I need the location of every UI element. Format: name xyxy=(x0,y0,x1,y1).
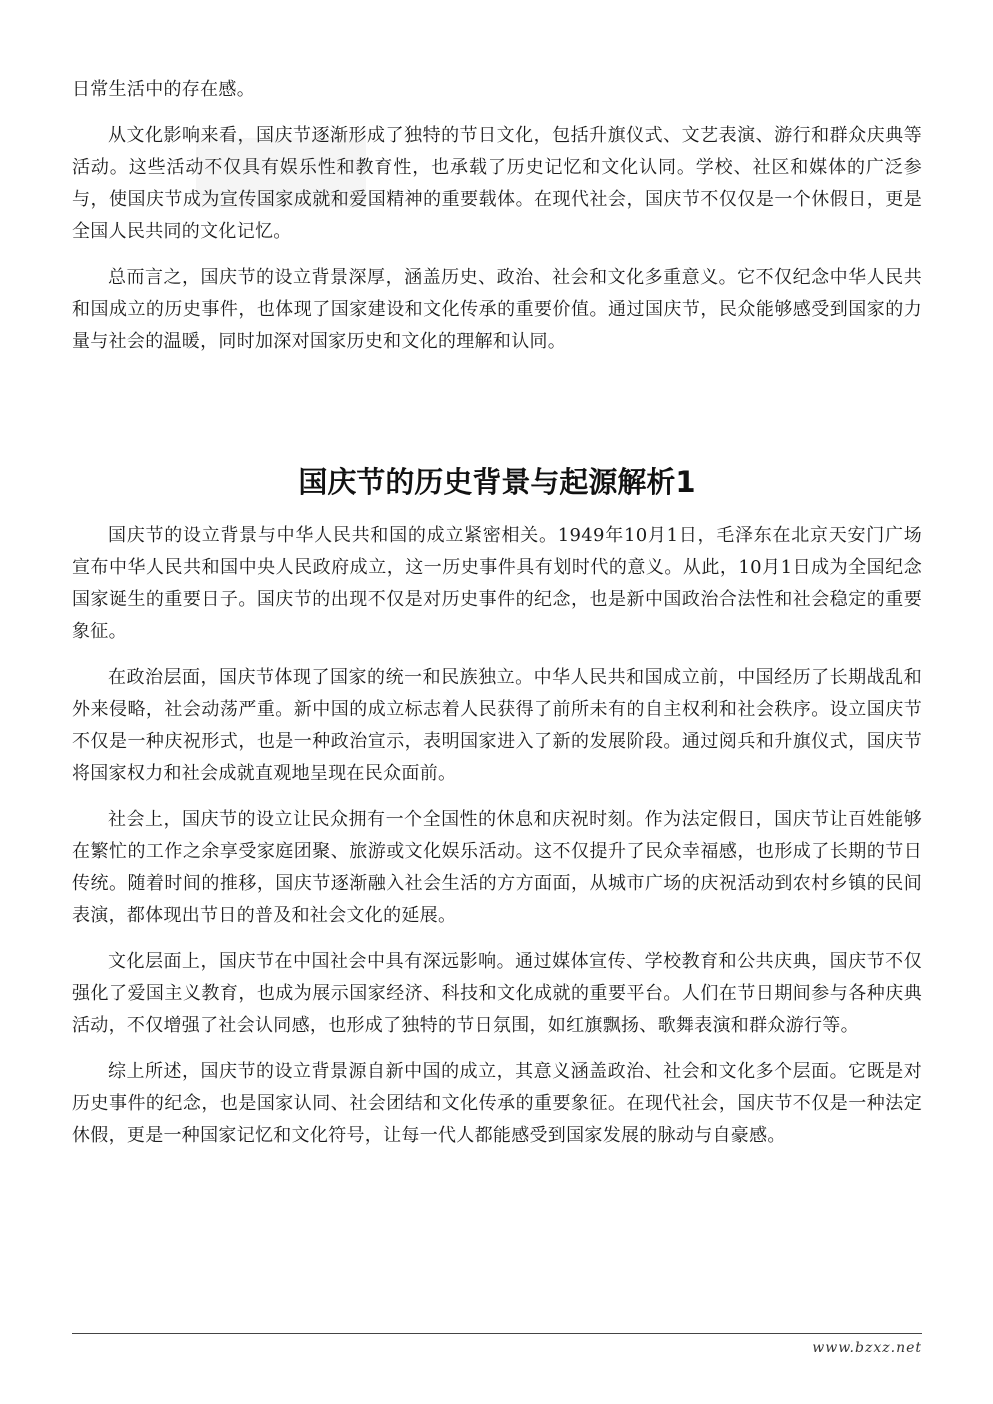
paragraph-cultural-influence: 从文化影响来看，国庆节逐渐形成了独特的节日文化，包括升旗仪式、文艺表演、游行和群众庆典等活动。这些活动不仅具有娱乐性和教育性，也承载了历史记忆和文化认同。学校、社区和媒体的广泛参与，使国庆节成为宣传国家成就和爱国精神的重要载体。在现代社会，国庆节不仅仅是一个休假日，更是全国人民共同的文化记忆。 xyxy=(72,125,922,242)
article-body xyxy=(72,520,922,1166)
footer-divider xyxy=(72,1333,922,1334)
paragraph-political: 在政治层面，国庆节体现了国家的统一和民族独立。中华人民共和国成立前，中国经历了长期战乱和外来侵略，社会动荡严重。新中国的成立标志着人民获得了前所未有的自主权利和社会秩序。设立国庆节不仅是一种庆祝形式，也是一种政治宣示，表明国家进入了新的发展阶段。通过阅兵和升旗仪式，国庆节将国家权力和社会成就直观地呈现在民众面前。 xyxy=(72,667,922,784)
top-section xyxy=(72,74,922,372)
paragraph-summary: 总而言之，国庆节的设立背景深厚，涵盖历史、政治、社会和文化多重意义。它不仅纪念中华人民共和国成立的历史事件，也体现了国家建设和文化传承的重要价值。通过国庆节，民众能够感受到国家的力量与社会的温暖，同时加深对国家历史和文化的理解和认同。 xyxy=(72,267,922,352)
paragraph-continuation: 日常生活中的存在感。 xyxy=(72,79,255,100)
article-header xyxy=(72,460,922,501)
article-title: 国庆节的历史背景与起源解析1 xyxy=(298,465,696,499)
paragraph-social: 社会上，国庆节的设立让民众拥有一个全国性的休息和庆祝时刻。作为法定假日，国庆节让百姓能够在繁忙的工作之余享受家庭团聚、旅游或文化娱乐活动。这不仅提升了民众幸福感，也形成了长期的节日传统。随着时间的推移，国庆节逐渐融入社会生活的方方面面，从城市广场的庆祝活动到农村乡镇的民间表演，都体现出节日的普及和社会文化的延展。 xyxy=(72,809,922,926)
paragraph-cultural: 文化层面上，国庆节在中国社会中具有深远影响。通过媒体宣传、学校教育和公共庆典，国庆节不仅强化了爱国主义教育，也成为展示国家经济、科技和文化成就的重要平台。人们在节日期间参与各种庆典活动，不仅增强了社会认同感，也形成了独特的节日氛围，如红旗飘扬、歌舞表演和群众游行等。 xyxy=(72,951,922,1036)
paragraph-background: 国庆节的设立背景与中华人民共和国的成立紧密相关。1949年10月1日，毛泽东在北京天安门广场宣布中华人民共和国中央人民政府成立，这一历史事件具有划时代的意义。从此，10月1日成为全国纪念国家诞生的重要日子。国庆节的出现不仅是对历史事件的纪念，也是新中国政治合法性和社会稳定的重要象征。 xyxy=(72,525,922,642)
footer-site-url: www.bzxz.net xyxy=(812,1340,922,1356)
paragraph-conclusion: 综上所述，国庆节的设立背景源自新中国的成立，其意义涵盖政治、社会和文化多个层面。它既是对历史事件的纪念，也是国家认同、社会团结和文化传承的重要象征。在现代社会，国庆节不仅是一种法定休假，更是一种国家记忆和文化符号，让每一代人都能感受到国家发展的脉动与自豪感。 xyxy=(72,1061,922,1146)
